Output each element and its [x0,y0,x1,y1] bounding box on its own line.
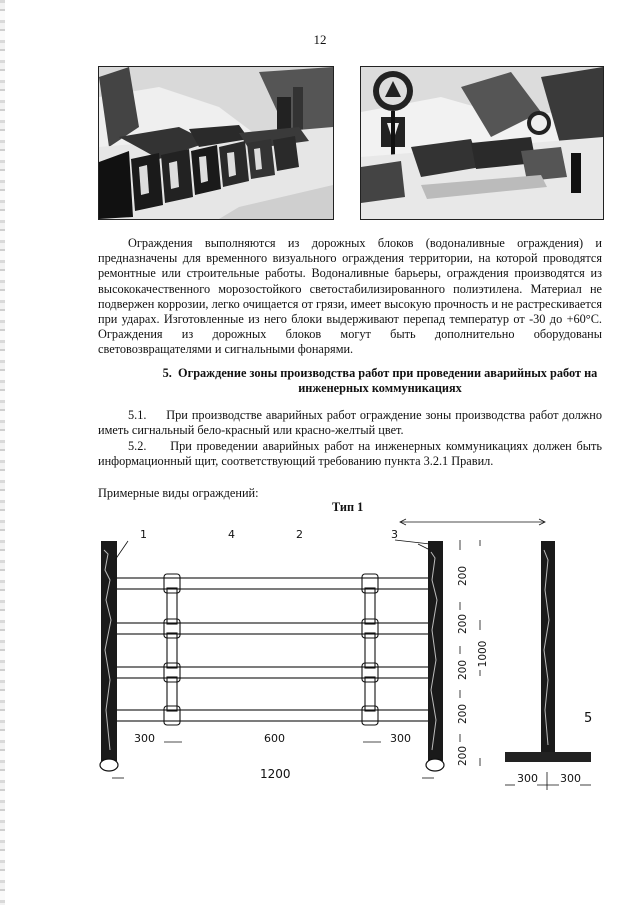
dim-vertical-200: 200 [457,745,469,767]
item-text: При проведении аварийных работ на инженерных коммуникациях должен быть информационный щит, соответствующий требованию пункта 3.2.1 Правил. [98,439,602,469]
item-text: При производстве аварийных работ ограждение зоны производства работ должно иметь сигнальный бело-красный или красно-желтый цвет. [98,408,603,438]
dim-vertical-200: 200 [457,659,469,681]
dim-vertical-200: 200 [457,703,469,725]
dim-600: 600 [264,732,285,745]
dim-vertical-200: 200 [457,613,469,635]
post-right [428,541,443,761]
photo-road-signs-street [360,66,604,220]
fence-rails [110,578,432,721]
photo-road-barriers-street [98,66,334,220]
item-number: 5.2. [128,439,147,453]
dim-base-left: 300 [517,772,538,785]
callout-2: 2 [296,528,303,541]
drawing-type-label: Тип 1 [332,500,364,514]
callout-1: 1 [140,528,147,541]
rail [110,578,432,589]
examples-label: Примерные виды ограждений: [98,486,259,500]
rail [110,710,432,721]
dim-vertical-200: 200 [457,565,469,587]
dim-base-right: 300 [560,772,581,785]
post-left [101,541,117,761]
dim-height-1000: 1000 [477,640,489,668]
rail [110,623,432,634]
section-title: Ограждение зоны производства работ при проведении аварийных работ на инженерных коммуникациях [178,366,598,396]
section-heading [160,366,600,396]
fence-drawing [0,510,640,795]
item-number: 5.1. [128,408,147,422]
photo-road-signs-image [361,67,603,219]
post-side-view [541,541,555,753]
dim-300-left: 300 [134,732,155,745]
item-5-1 [98,408,602,438]
page-number: 12 [313,32,327,47]
post-base [505,752,591,762]
callout-3: 3 [391,528,398,541]
section-number: 5. [162,366,172,380]
fence-posts [100,541,591,771]
callout-5: 5 [584,711,593,726]
intro-paragraph: Ограждения выполняются из дорожных блоков (водоналивные ограждения) и предназначены для временного визуального ограждения территории, на которой проводятся ремонтные или строительные работы. Водоналивные барьеры, ограждения производятся из высококачественного морозостойкого светостабилизированного полиэтилена. Материал не подвержен коррозии, легко очищается от грязи, имеет высокую прочность и не растрескивается при ударах. Изготовленные из него блоки выдерживают перепад температур от -30 до +60°С. Ограждения из дорожных блоков могут быть дополнительно оборудованы световозвращателями и сигнальными фонарями. [98,236,602,357]
photo-road-barriers-image [99,67,333,219]
rail [110,667,432,678]
dim-total-1200: 1200 [260,767,291,781]
item-5-2 [98,439,602,469]
callout-4: 4 [228,528,235,541]
fence-connectors [164,574,378,725]
dim-300-right: 300 [390,732,411,745]
top-arrow [400,519,545,525]
